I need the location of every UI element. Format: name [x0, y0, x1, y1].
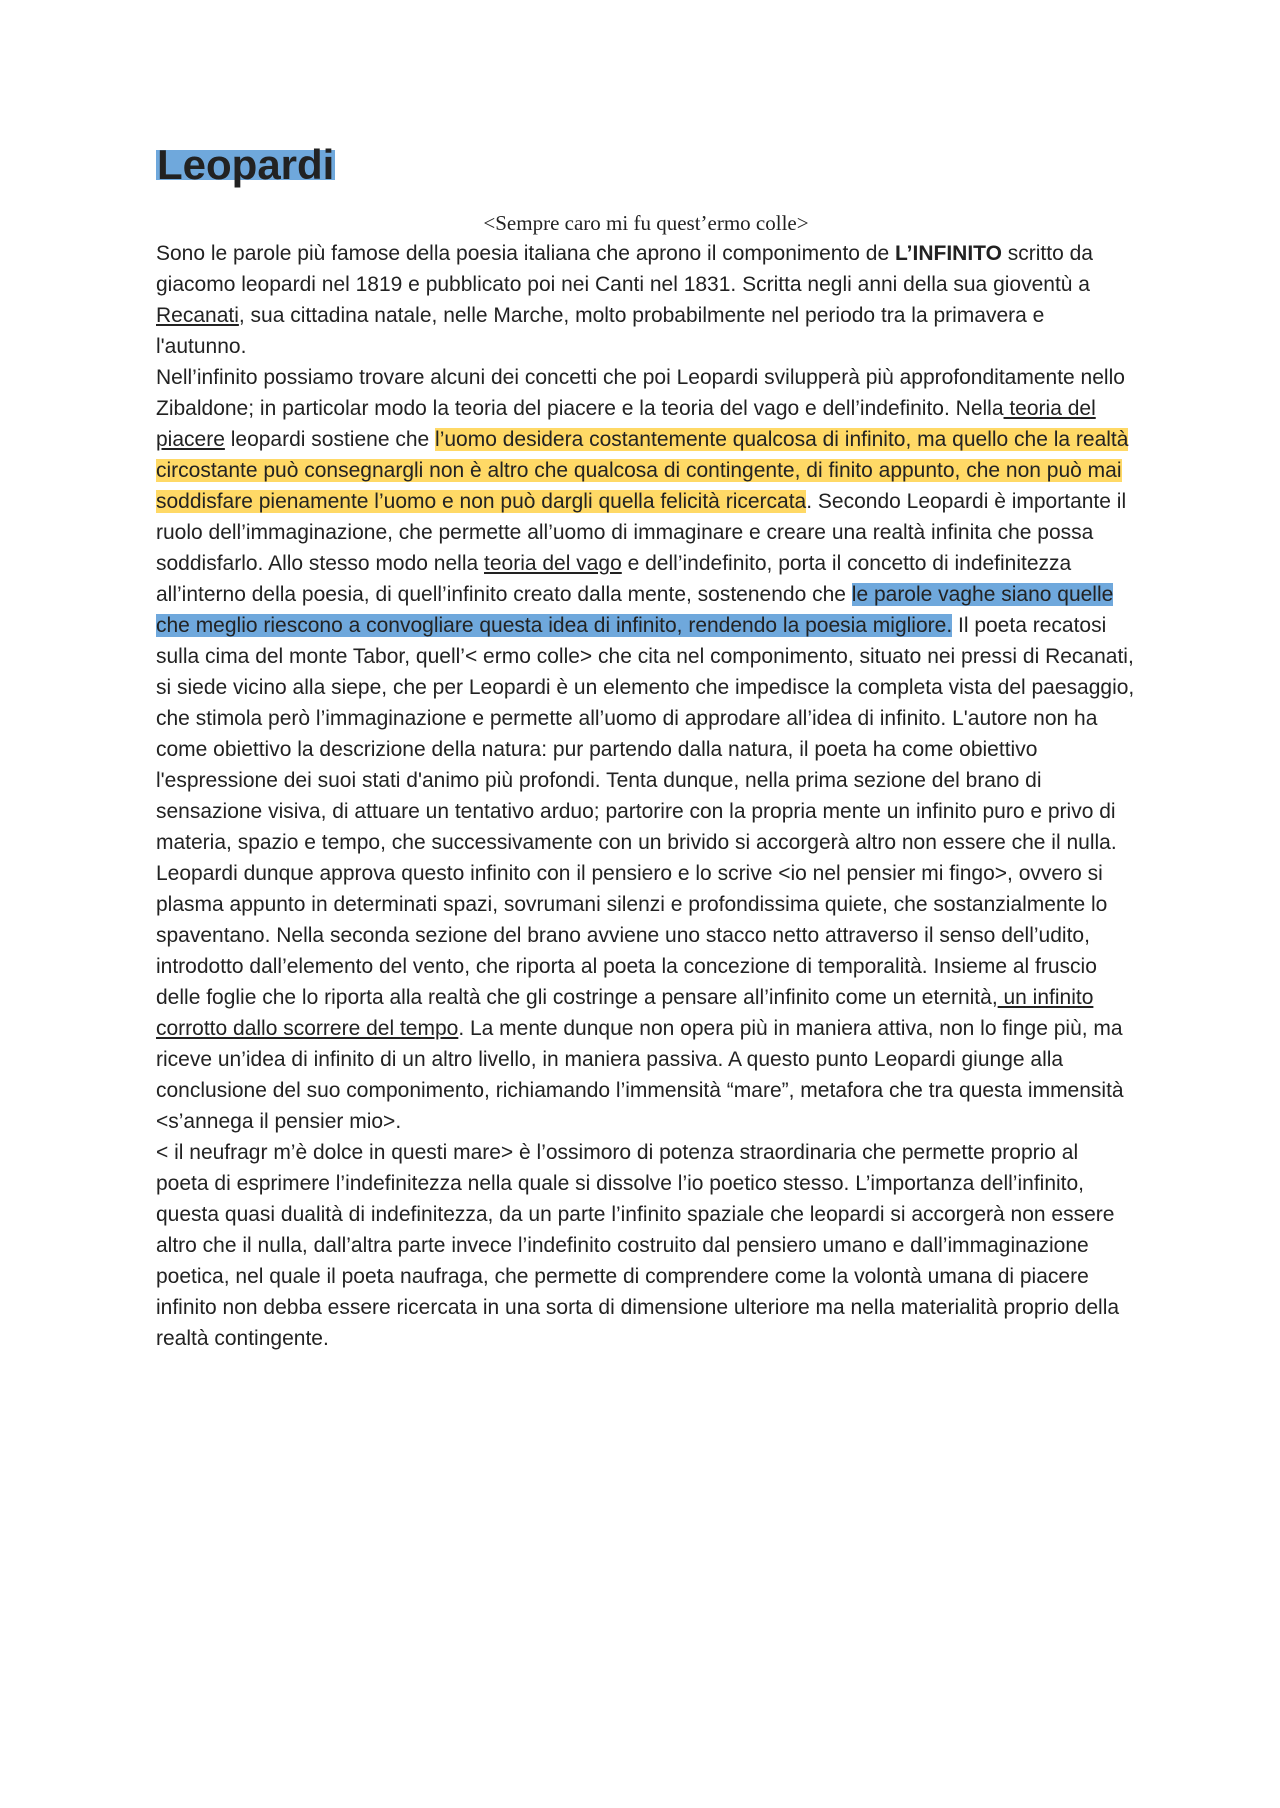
underlined-teoria-vago: teoria del vago	[484, 552, 622, 575]
document-heading: Leopardi	[157, 141, 335, 188]
highlight-yellow-passage: l’uomo desidera costantemente qualcosa di infinito, ma quello che la realtà circostante può consegnargli non è altro che qualcosa di contingente, di finito appunto, che non può mai soddisfare pienamente l’uomo e non può dargli quella felicità ricercata	[156, 428, 1129, 513]
text-run: , sua cittadina natale, nelle Marche, molto probabilmente nel periodo tra la primavera e l'autunno.	[156, 304, 1045, 358]
text-run: scritto da giacomo leopardi nel 1819 e pubblicato poi nei Canti nel 1831. Scritta negli anni della sua gioventù a	[156, 242, 1093, 296]
text-run: . Secondo Leopardi è importante il ruolo dell’immaginazione, che permette all’uomo di immaginare e creare una realtà infinita che possa soddisfarlo. Allo stesso modo nella	[156, 490, 1127, 575]
document-body	[156, 141, 1136, 1354]
text-run: leopardi sostiene che	[224, 428, 436, 451]
highlight-blue-passage: le parole vaghe siano quelle che meglio riescono a convogliare questa idea di infinito, rendendo la poesia migliore.	[156, 583, 1114, 637]
text-run: < il neufragr m’è dolce in questi mare> è l’ossimoro di potenza straordinaria che permette proprio al poeta di esprimere l’indefinitezza nella quale si dissolve l’io poetico stesso. L’importanza dell’infinito, questa quasi dualità di indefinitezza, da un parte l’infinito spaziale che leopardi si accorgerà non essere altro che il nulla, dall’altra parte invece l’indefinito costruito dal pensiero umano e dall’immaginazione poetica, nel quale il poeta naufraga, che permette di comprendere come la volontà umana di piacere infinito non debba essere ricercata in una sorta di dimensione ulteriore ma nella materialità proprio della realtà contingente.	[156, 1141, 1120, 1350]
heading-container	[156, 141, 1136, 188]
bold-title-infinito: L’INFINITO	[894, 242, 1002, 265]
paragraph-conclusion	[156, 1137, 1136, 1354]
underlined-teoria-piacere: teoria del piacere	[156, 397, 1096, 451]
text-run: . La mente dunque non opera più in maniera attiva, non lo finge più, ma riceve un’idea di infinito di un altro livello, in maniera passiva. A questo punto Leopardi giunge alla conclusione del suo componimento, richiamando l’immensità “mare”, metafora che tra questa immensità <s’annega il pensier mio>.	[156, 1017, 1124, 1133]
text-run: Nell’infinito possiamo trovare alcuni dei concetti che poi Leopardi svilupperà più approfonditamente nello Zibaldone; in particolar modo la teoria del piacere e la teoria del vago e dell’indefinito. Nella	[156, 366, 1125, 420]
text-run: e dell’indefinito, porta il concetto di indefinitezza all’interno della poesia, di quell’infinito creato dalla mente, sostenendo che	[156, 552, 1072, 606]
poem-quote-title: <Sempre caro mi fu quest’ermo colle>	[483, 211, 809, 235]
text-run: Il poeta recatosi sulla cima del monte Tabor, quell’< ermo colle> che cita nel componimento, situato nei pressi di Recanati, si siede vicino alla siepe, che per Leopardi è un elemento che impedisce la completa vista del paesaggio, che stimola però l’immaginazione e permette all’uomo di approdare all’idea di infinito. L'autore non ha come obiettivo la descrizione della natura: pur partendo dalla natura, il poeta ha come obiettivo l'espressione dei suoi stati d'animo più profondi. Tenta dunque, nella prima sezione del brano di sensazione visiva, di attuare un tentativo arduo; partorire con la propria mente un infinito puro e privo di materia, spazio e tempo, che successivamente con un brivido si accorgerà altro non essere che il nulla. Leopardi dunque approva questo infinito con il pensiero e lo scrive <io nel pensier mi fingo>, ovvero si plasma appunto in determinati spazi, sovrumani silenzi e profondissima quiete, che sostanzialmente lo spaventano. Nella seconda sezione del brano avviene uno stacco netto attraverso il senso dell’udito, introdotto dall’elemento del vento, che riporta al poeta la concezione di temporalità. Insieme al fruscio delle foglie che lo riporta alla realtà che gli costringe a pensare all’infinito come un eternità,	[156, 614, 1135, 1009]
underlined-infinito-corrotto: un infinito corrotto dallo scorrere del tempo	[156, 986, 1094, 1040]
paragraph-intro	[156, 238, 1136, 362]
text-run: Sono le parole più famose della poesia italiana che aprono il componimento de	[156, 242, 895, 265]
underlined-recanati: Recanati	[156, 304, 239, 327]
paragraph-analysis	[156, 362, 1136, 1137]
